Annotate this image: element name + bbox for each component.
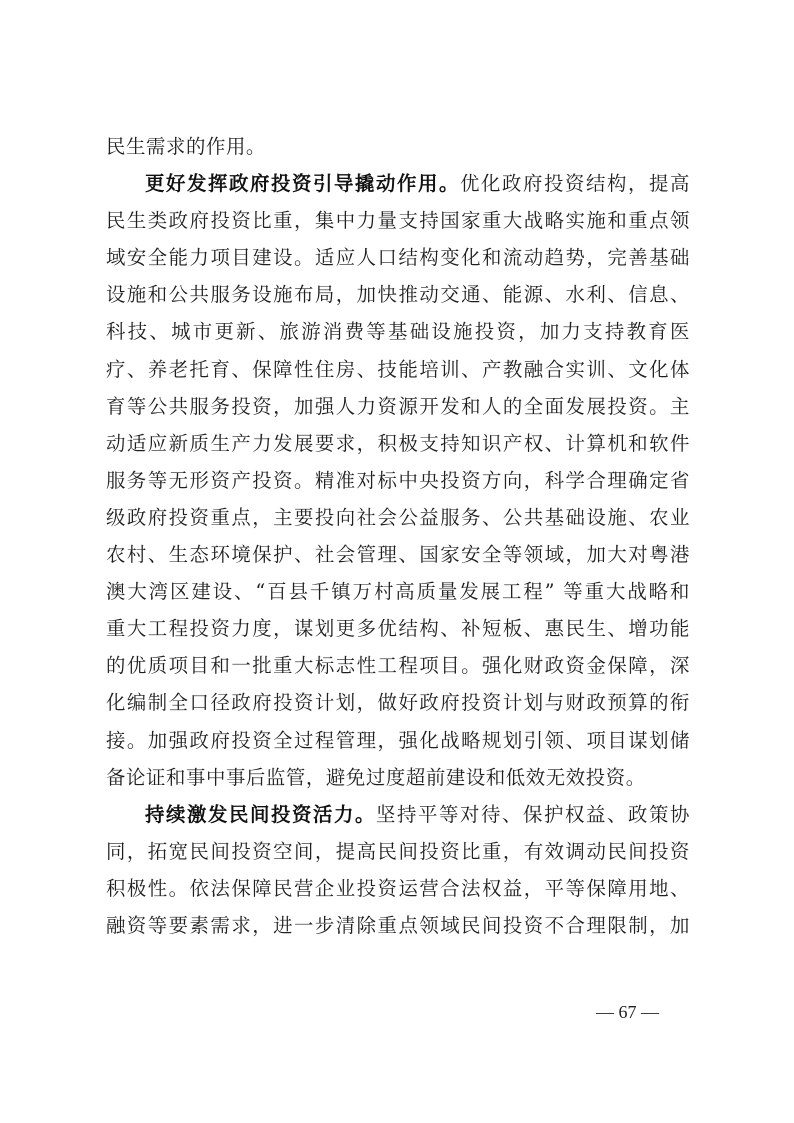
text-line: 持续激发民间投资活力。坚持平等对待、保护权益、政策协 (145, 802, 690, 826)
section-heading: 更好发挥政府投资引导撬动作用。 (145, 172, 460, 196)
text-line: 民生需求的作用。 (106, 135, 266, 158)
text-line: 科技、城市更新、旅游消费等基础设施投资，加力支持教育医 (106, 320, 690, 344)
text-line: 域安全能力项目建设。适应人口结构变化和流动趋势，完善基础 (106, 246, 690, 270)
text-line: 育等公共服务投资，加强人力资源开发和人的全面发展投资。主 (106, 394, 690, 418)
text-line: 民生类政府投资比重，集中力量支持国家重大战略实施和重点领 (106, 209, 690, 233)
body-text (106, 128, 690, 944)
text-line: 融资等要素需求，进一步清除重点领域民间投资不合理限制，加 (106, 913, 690, 937)
text-line: 化编制全口径政府投资计划，做好政府投资计划与财政预算的衔 (106, 691, 690, 715)
text-line: 农村、生态环境保护、社会管理、国家安全等领域，加大对粤港 (106, 543, 690, 567)
text-line: 重大工程投资力度，谋划更多优结构、补短板、惠民生、增功能 (106, 617, 690, 641)
text-line: 疗、养老托育、保障性住房、技能培训、产教融合实训、文化体 (106, 357, 690, 381)
text-line: 级政府投资重点，主要投向社会公益服务、公共基础设施、农业 (106, 505, 690, 529)
page-number: — 67 — (596, 1002, 659, 1022)
text-line: 接。加强政府投资全过程管理，强化战略规划引领、项目谋划储 (106, 728, 690, 752)
text-line: 动适应新质生产力发展要求，积极支持知识产权、计算机和软件 (106, 431, 690, 455)
text-line: 备论证和事中事后监管，避免过度超前建设和低效无效投资。 (106, 765, 646, 789)
text-line: 澳大湾区建设、“百县千镇万村高质量发展工程” 等重大战略和 (106, 580, 690, 604)
text-line: 同，拓宽民间投资空间，提高民间投资比重，有效调动民间投资 (106, 839, 690, 863)
text-line: 服务等无形资产投资。精准对标中央投资方向，科学合理确定省 (106, 468, 690, 492)
section-heading: 持续激发民间投资活力。 (145, 802, 376, 826)
text-line: 设施和公共服务设施布局，加快推动交通、能源、水利、信息、 (106, 283, 690, 307)
text-line: 的优质项目和一批重大标志性工程项目。强化财政资金保障，深 (106, 654, 690, 678)
text-line: 更好发挥政府投资引导撬动作用。优化政府投资结构，提高 (145, 172, 690, 196)
text-line: 积极性。依法保障民营企业投资运营合法权益，平等保障用地、 (106, 876, 690, 900)
